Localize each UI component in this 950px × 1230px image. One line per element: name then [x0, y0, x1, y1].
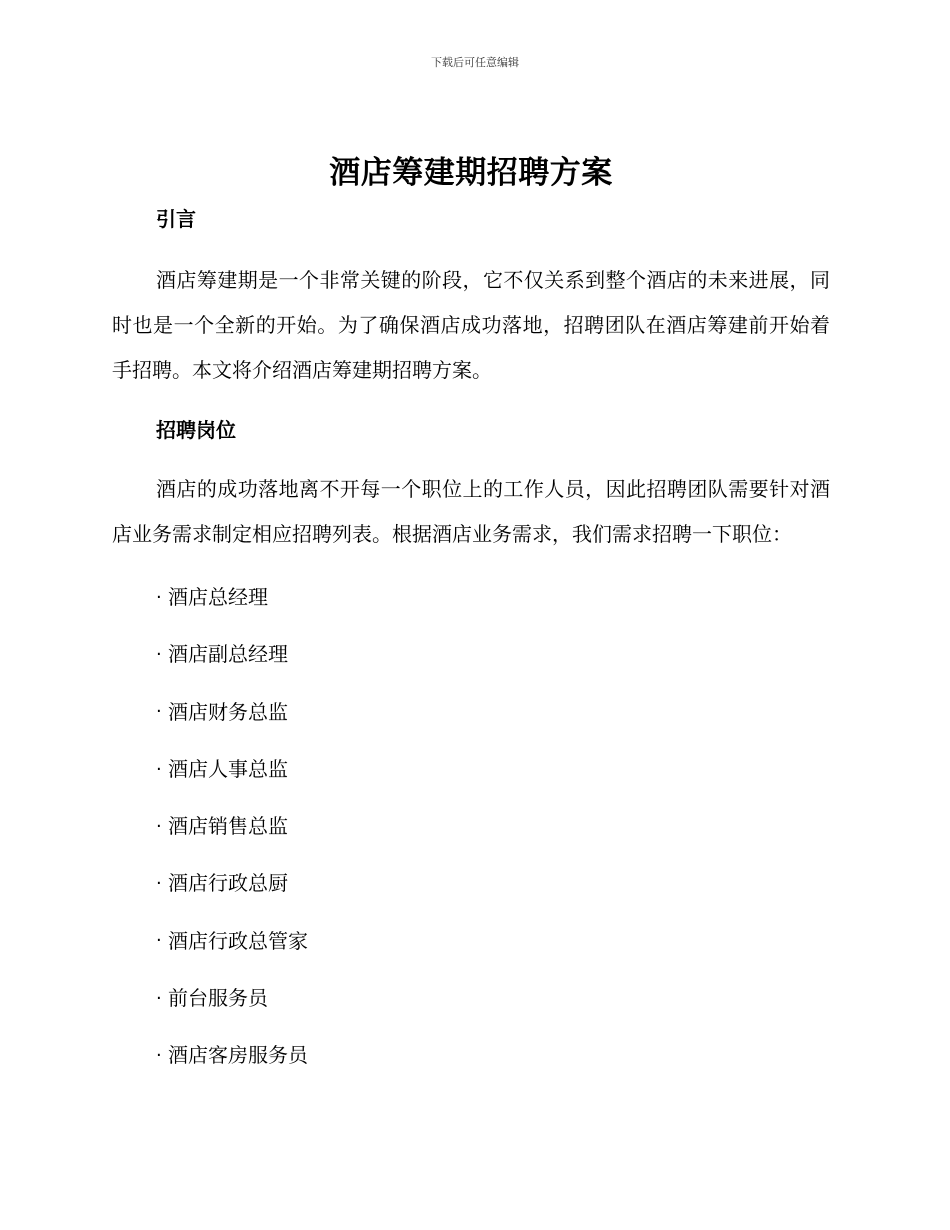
- positions-paragraph: 酒店的成功落地离不开每一个职位上的工作人员，因此招聘团队需要针对酒店业务需求制定相应招聘列表。根据酒店业务需求，我们需求招聘一下职位：: [112, 477, 830, 546]
- list-item: [156, 626, 830, 683]
- list-item: [156, 798, 830, 855]
- list-item-text: 酒店副总经理: [168, 642, 288, 667]
- bullet-icon: ·: [156, 586, 162, 608]
- list-item-text: 酒店客房服务员: [168, 1043, 308, 1068]
- list-item-text: 酒店行政总管家: [168, 928, 308, 953]
- intro-paragraph: 酒店筹建期是一个非常关键的阶段，它不仅关系到整个酒店的未来进展，同时也是一个全新的开始。为了确保酒店成功落地，招聘团队在酒店筹建前开始着手招聘。本文将介绍酒店筹建期招聘方案。: [112, 268, 830, 382]
- document-content: [112, 150, 830, 1085]
- positions-list: [112, 569, 830, 1085]
- bullet-icon: ·: [156, 758, 162, 780]
- section-heading-intro: 引言: [156, 207, 196, 231]
- bullet-icon: ·: [156, 930, 162, 952]
- bullet-icon: ·: [156, 701, 162, 723]
- list-item-text: 前台服务员: [168, 986, 268, 1011]
- bullet-icon: ·: [156, 815, 162, 837]
- section-heading-positions: 招聘岗位: [156, 418, 236, 442]
- list-item-text: 酒店财务总监: [168, 699, 288, 724]
- document-title: 酒店筹建期招聘方案: [329, 155, 613, 191]
- list-item: [156, 741, 830, 798]
- list-item-text: 酒店行政总厨: [168, 871, 288, 896]
- list-item: [156, 569, 830, 626]
- list-item-text: 酒店销售总监: [168, 814, 288, 839]
- bullet-icon: ·: [156, 643, 162, 665]
- list-item-text: 酒店人事总监: [168, 756, 288, 781]
- list-item-text: 酒店总经理: [168, 585, 268, 609]
- list-item: [156, 1027, 830, 1084]
- bullet-icon: ·: [156, 1045, 162, 1067]
- bullet-icon: ·: [156, 987, 162, 1009]
- list-item: [156, 855, 830, 912]
- header-note: 下载后可任意编辑: [431, 56, 519, 69]
- list-item: [156, 970, 830, 1027]
- list-item: [156, 684, 830, 741]
- list-item: [156, 913, 830, 970]
- bullet-icon: ·: [156, 873, 162, 895]
